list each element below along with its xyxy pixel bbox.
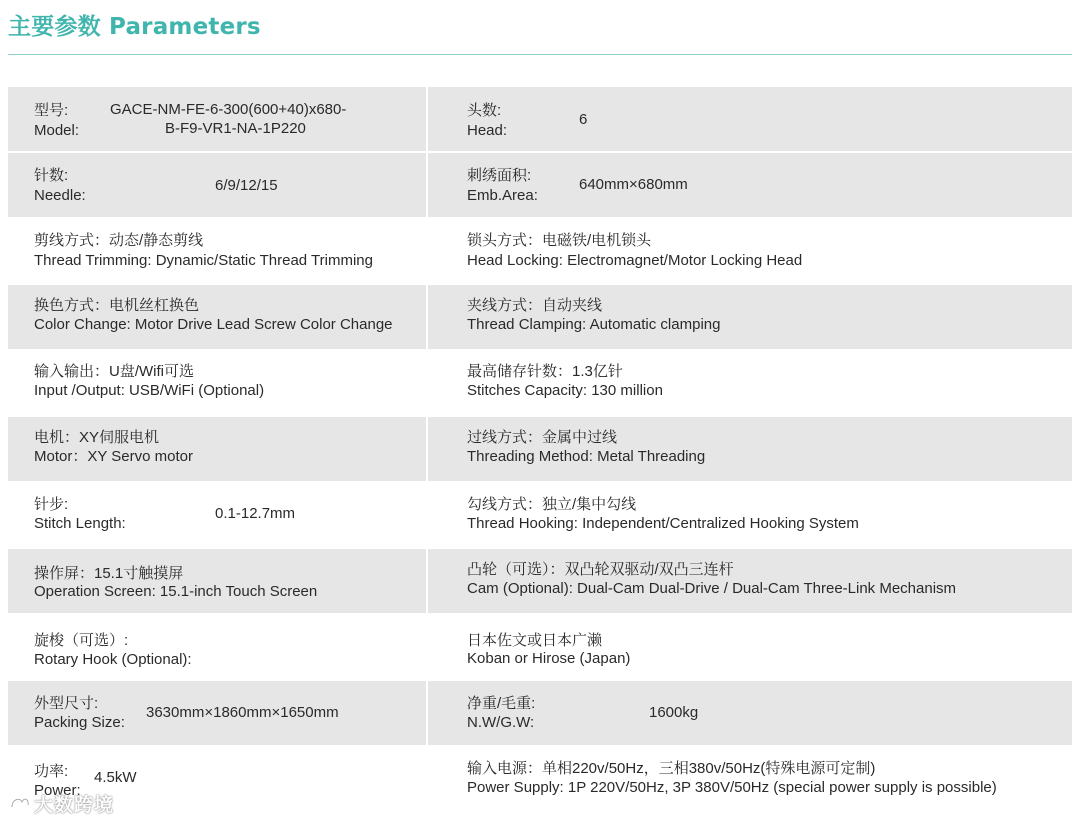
operation-screen-en: Operation Screen: 15.1-inch Touch Screen (34, 583, 318, 600)
area-label-cn: 刺绣面积: (467, 167, 532, 184)
cam-cn: 凸轮（可选）：双凸轮双驱动/双凸三连杆 (467, 561, 734, 578)
table-row (8, 87, 1072, 151)
input-output-en: Input /Output: USB/WiFi (Optional) (34, 382, 265, 399)
power-value: 4.5kW (94, 769, 137, 786)
rotary-hook-cell (8, 615, 426, 679)
thread-clamping-en: Thread Clamping: Automatic clamping (467, 316, 721, 333)
head-label-en: Head: (467, 122, 508, 139)
stitch-length-label-en: Stitch Length: (34, 515, 126, 532)
packing-size-label-en: Packing Size: (34, 714, 125, 731)
table-row (8, 417, 1072, 481)
weight-label-en: N.W/G.W: (467, 714, 535, 731)
watermark-text: 大数跨境 (34, 794, 115, 816)
table-row (8, 285, 1072, 349)
packing-size-cell (8, 681, 426, 745)
weight-value: 1600kg (649, 704, 699, 721)
stitch-length-cell (8, 483, 426, 547)
color-change-cell (8, 285, 426, 349)
watermark-logo-icon (10, 794, 30, 816)
table-row (8, 219, 1072, 283)
table-row (8, 615, 1072, 679)
threading-method-en: Threading Method: Metal Threading (467, 448, 706, 465)
thread-hooking-cell (428, 483, 1072, 547)
cam-en: Cam (Optional): Dual-Cam Dual-Drive / Dual-Cam Three-Link Mechanism (467, 580, 957, 597)
power-label-cn: 功率: (34, 763, 69, 780)
table-row (8, 549, 1072, 613)
area-value: 640mm×680mm (579, 176, 688, 193)
packing-size-label-cn: 外型尺寸: (34, 695, 99, 712)
cam-cell (428, 549, 1072, 613)
table-row (8, 153, 1072, 217)
rotary-hook-en: Rotary Hook (Optional): (34, 651, 192, 668)
parameters-table (8, 87, 1072, 813)
title-divider (8, 54, 1072, 55)
color-change-en: Color Change: Motor Drive Lead Screw Color Change (34, 316, 393, 333)
thread-clamping-cn: 夹线方式：自动夹线 (467, 297, 603, 314)
input-output-cn: 输入输出：U盘/Wifi可选 (34, 363, 194, 380)
motor-en: Motor：XY Servo motor (34, 448, 193, 465)
head-label-cn: 头数: (467, 102, 502, 119)
rotary-hook-cn: 旋梭（可选）: (34, 632, 129, 649)
table-row (8, 681, 1072, 745)
model-value-line1: GACE-NM-FE-6-300(600+40)x680- (110, 101, 347, 118)
motor-cell (8, 417, 426, 481)
power-supply-cn: 输入电源：单相220v/50Hz，三相380v/50Hz(特殊电源可定制) (467, 760, 876, 777)
table-row (8, 351, 1072, 415)
head-cell (428, 87, 1072, 151)
hook-brand-en: Koban or Hirose (Japan) (467, 650, 631, 667)
trimming-cn: 剪线方式：动态/静态剪线 (34, 232, 204, 249)
color-change-cn: 换色方式：电机丝杠换色 (34, 297, 200, 314)
stitches-capacity-en: Stitches Capacity: 130 million (467, 382, 663, 399)
stitch-length-label-cn: 针步: (34, 496, 69, 513)
needle-label-cn: 针数: (34, 167, 69, 184)
table-row (8, 747, 1072, 811)
head-value: 6 (579, 111, 588, 128)
model-label-en: Model: (34, 122, 80, 139)
packing-size-value: 3630mm×1860mm×1650mm (146, 704, 339, 721)
table-row (8, 483, 1072, 547)
weight-label-cn: 净重/毛重: (467, 695, 536, 712)
power-supply-en: Power Supply: 1P 220V/50Hz, 3P 380V/50Hz (special power supply is possible) (467, 779, 997, 796)
thread-hooking-cn: 勾线方式：独立/集中勾线 (467, 496, 637, 513)
stitches-capacity-cell (428, 351, 1072, 415)
threading-method-cn: 过线方式：金属中过线 (467, 429, 618, 446)
stitch-length-value: 0.1-12.7mm (215, 505, 296, 522)
trimming-en: Thread Trimming: Dynamic/Static Thread Trimming (34, 252, 373, 269)
watermark (10, 790, 114, 817)
stitches-capacity-cn: 最高储存针数：1.3亿针 (467, 363, 623, 380)
threading-method-cell (428, 417, 1072, 481)
head-locking-en: Head Locking: Electromagnet/Motor Locking Head (467, 252, 803, 269)
hook-brand-cell (428, 615, 1072, 679)
page-title: 主要参数 Parameters (8, 14, 261, 40)
area-label-en: Emb.Area: (467, 187, 538, 204)
hook-brand-cn: 日本佐文或日本广濑 (467, 632, 603, 649)
head-locking-cn: 锁头方式：电磁铁/电机锁头 (467, 232, 652, 249)
motor-cn: 电机：XY伺服电机 (34, 429, 160, 446)
trimming-cell (8, 219, 426, 283)
model-label-cn: 型号: (34, 102, 69, 119)
thread-hooking-en: Thread Hooking: Independent/Centralized Hooking System (467, 515, 859, 532)
needle-value: 6/9/12/15 (215, 177, 278, 194)
head-locking-cell (428, 219, 1072, 283)
weight-cell (428, 681, 1072, 745)
model-value-line2: B-F9-VR1-NA-1P220 (165, 120, 306, 137)
emb-area-cell (428, 153, 1072, 217)
operation-screen-cell (8, 549, 426, 613)
model-cell (8, 87, 426, 151)
needle-cell (8, 153, 426, 217)
power-label-en: Power: (34, 782, 81, 799)
power-supply-cell (428, 747, 1072, 811)
thread-clamping-cell (428, 285, 1072, 349)
input-output-cell (8, 351, 426, 415)
operation-screen-cn: 操作屏：15.1寸触摸屏 (34, 565, 184, 582)
needle-label-en: Needle: (34, 187, 86, 204)
